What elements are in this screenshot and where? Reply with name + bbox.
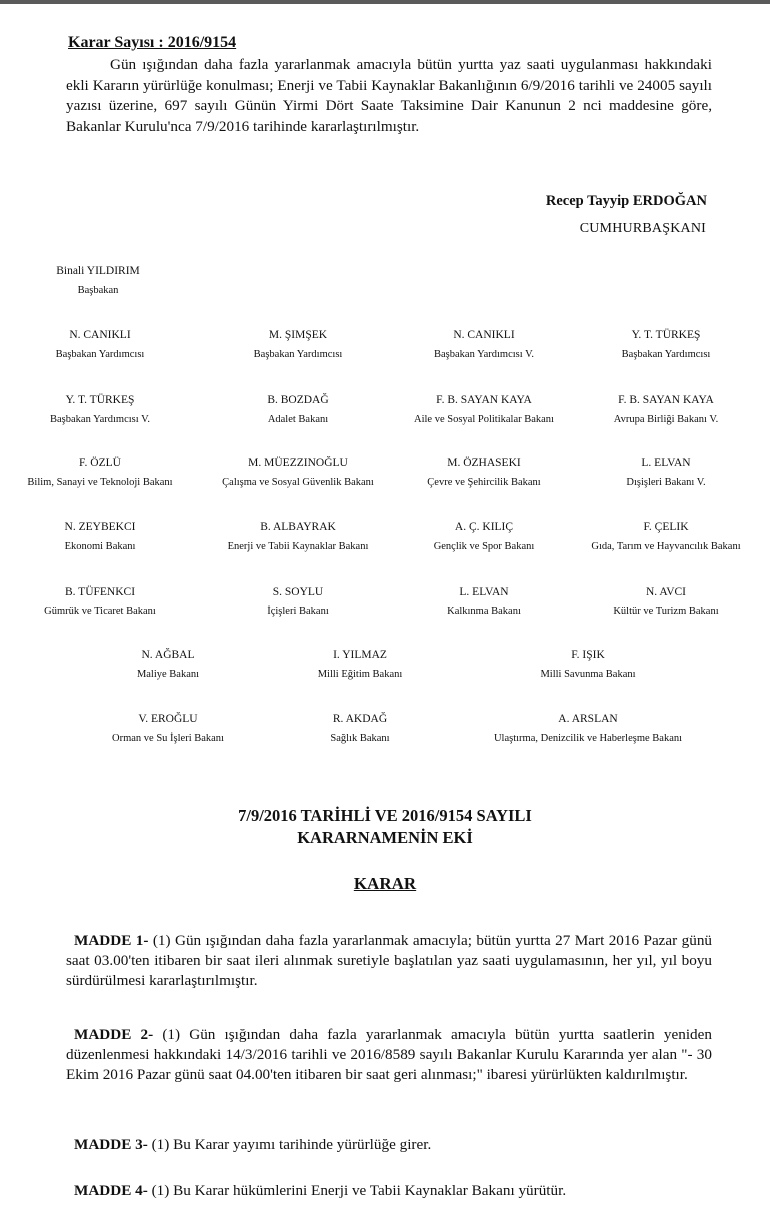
signatory-title: Ulaştırma, Denizcilik ve Haberleşme Bakanı (493, 733, 683, 744)
signatory-name: L. ELVAN (459, 586, 509, 598)
signatory-name: N. AVCI (645, 586, 687, 598)
signatory-title: Başbakan Yardımcısı (621, 349, 711, 360)
signatory-name: B. ALBAYRAK (260, 521, 336, 533)
signatory-name: F. IŞIK (571, 649, 605, 661)
signatory-title: Avrupa Birliği Bakanı V. (613, 414, 719, 425)
signatory-title: Başbakan (77, 285, 119, 296)
signature-block (280, 649, 440, 680)
signatory-name: L. ELVAN (641, 457, 691, 469)
signature-block (200, 521, 396, 552)
signatory-title: Gümrük ve Ticaret Bakanı (44, 606, 156, 617)
signatory-title: Başbakan Yardımcısı V. (434, 349, 534, 360)
signatory-name: N. CANIKLI (453, 329, 515, 341)
article-text: (1) Bu Karar hükümlerini Enerji ve Tabii Kaynaklar Bakanı yürütür. (151, 1182, 567, 1199)
signature-block (574, 394, 758, 425)
signatory-name: Y. T. TÜRKEŞ (631, 329, 701, 341)
signatory-name: M. MÜEZZINOĞLU (248, 457, 348, 469)
article-4 (66, 1181, 712, 1201)
signatory-name: I. YILMAZ (333, 649, 387, 661)
signature-block (12, 521, 188, 552)
karar-heading: KARAR (353, 874, 417, 893)
signatory-name: A. ARSLAN (558, 713, 618, 725)
intro-paragraph (66, 55, 712, 137)
signatory-title: Sağlık Bakanı (330, 733, 390, 744)
signature-block (80, 713, 256, 744)
president-name: Recep Tayyip ERDOĞAN (545, 193, 707, 209)
signatory-title: Enerji ve Tabii Kaynaklar Bakanı (227, 541, 369, 552)
signatory-name: B. BOZDAĞ (267, 394, 329, 406)
signature-block (12, 394, 188, 425)
article-label: MADDE 2- (74, 1026, 154, 1043)
signature-block (280, 713, 440, 744)
signature-block (384, 394, 584, 425)
intro-text: Gün ışığından daha fazla yararlanmak amacıyla bütün yurtta yaz saati uygulanması hakkındaki ekli Kararın yürürlüğe konulması; Enerji ve Tabii Kaynaklar Bakanlığının 6/9/2016 tarihli ve 24005 sayılı yazısı üzerine, 697 sayılı Günün Yirmi Dört Saate Taksimine Dair Kanunun 2 nci maddesine göre, Bakanlar Kurulu'nca 7/9/2016 tarihinde kararlaştırılmıştır. (66, 56, 712, 135)
signatory-title: Adalet Bakanı (267, 414, 329, 425)
signature-block (500, 649, 676, 680)
signatory-name: B. TÜFENKCI (64, 586, 136, 598)
article-text: (1) Bu Karar yayımı tarihinde yürürlüğe girer. (151, 1136, 432, 1153)
signatory-name: A. Ç. KILIÇ (454, 521, 514, 533)
signature-block (396, 521, 572, 552)
signature-block (12, 586, 188, 617)
signature-block (460, 713, 716, 744)
signatory-title: Çalışma ve Sosyal Güvenlik Bakanı (222, 477, 374, 488)
signature-block (210, 586, 386, 617)
signatory-title: Başbakan Yardımcısı (253, 349, 343, 360)
signatory-name: M. ÖZHASEKI (447, 457, 521, 469)
signature-block (578, 457, 754, 488)
signature-block (566, 521, 766, 552)
signature-block (396, 329, 572, 360)
article-1 (66, 931, 712, 991)
signatory-title: Ekonomi Bakanı (64, 541, 136, 552)
signature-block (12, 329, 188, 360)
signature-block (396, 586, 572, 617)
signatory-name: N. AĞBAL (141, 649, 195, 661)
president-title: CUMHURBAŞKANI (579, 221, 706, 236)
signatory-name: Y. T. TÜRKEŞ (65, 394, 135, 406)
signatory-title: Dışişleri Bakanı V. (626, 477, 706, 488)
article-label: MADDE 4- (74, 1182, 148, 1199)
signatory-name: M. ŞIMŞEK (268, 329, 328, 341)
signature-block (2, 457, 198, 488)
signatory-name: S. SOYLU (272, 586, 324, 598)
annex-title-line1: 7/9/2016 TARİHLİ VE 2016/9154 SAYILI (238, 806, 532, 825)
signatory-title: Maliye Bakanı (136, 669, 200, 680)
signatory-title: Orman ve Su İşleri Bakanı (112, 733, 224, 744)
signatory-name: F. ÖZLÜ (79, 457, 121, 469)
decision-number-heading: Karar Sayısı : 2016/9154 (68, 34, 237, 51)
article-label: MADDE 3- (74, 1136, 148, 1153)
signatory-name: F. B. SAYAN KAYA (436, 394, 532, 406)
signatory-title: Başbakan Yardımcısı (55, 349, 145, 360)
signatory-title: Bilim, Sanayi ve Teknoloji Bakanı (27, 477, 173, 488)
signatory-title: Kültür ve Turizm Bakanı (613, 606, 719, 617)
article-3 (66, 1135, 712, 1155)
annex-title-line2: KARARNAMENİN EKİ (297, 828, 473, 847)
signature-block (196, 457, 400, 488)
article-text: (1) Gün ışığından daha fazla yararlanmak amacıyla; bütün yurtta 27 Mart 2016 Pazar günü saat 03.00'ten itibaren bir saat ileri alınmak suretiyle başlatılan yaz saati uygulamasının, her yıl, yıl boyu sürdürülmesi kararlaştırılmıştır. (66, 932, 713, 989)
signatory-title: Gençlik ve Spor Bakanı (433, 541, 535, 552)
article-2 (66, 1025, 712, 1085)
signatory-title: Çevre ve Şehircilik Bakanı (427, 477, 541, 488)
signatory-title: Kalkınma Bakanı (447, 606, 521, 617)
signatory-title: Milli Savunma Bakanı (540, 669, 636, 680)
signature-block (578, 586, 754, 617)
signatory-title: Milli Eğitim Bakanı (317, 669, 403, 680)
signatory-name: N. ZEYBEKCI (64, 521, 136, 533)
signatory-title: Gıda, Tarım ve Hayvancılık Bakanı (591, 541, 741, 552)
signatory-name: Binali YILDIRIM (56, 265, 140, 277)
signatory-name: N. CANIKLI (69, 329, 131, 341)
signature-block (210, 394, 386, 425)
signature-block (88, 649, 248, 680)
signatory-name: R. AKDAĞ (332, 713, 388, 725)
signatory-title: Aile ve Sosyal Politikalar Bakanı (414, 414, 554, 425)
article-text: (1) Gün ışığından daha fazla yararlanmak amacıyla bütün yurtta saatlerin yeniden düzenlenmesi hakkındaki 14/3/2016 tarihli ve 2016/8589 sayılı Bakanlar Kurulu Kararında yer alan "- 30 Ekim 2016 Pazar günü saat 04.00'ten itibaren bir saat geri alınması;" ibaresi yürürlükten kaldırılmıştır. (66, 1026, 712, 1083)
signature-prime-minister (28, 265, 168, 296)
signatory-name: F. ÇELIK (643, 521, 689, 533)
top-border (0, 0, 770, 4)
signatory-title: İçişleri Bakanı (267, 606, 329, 617)
signature-block (396, 457, 572, 488)
signature-block (578, 329, 754, 360)
signatory-title: Başbakan Yardımcısı V. (50, 414, 150, 425)
signature-block (210, 329, 386, 360)
article-label: MADDE 1- (74, 932, 149, 949)
signatory-name: F. B. SAYAN KAYA (618, 394, 714, 406)
signatory-name: V. EROĞLU (138, 713, 198, 725)
